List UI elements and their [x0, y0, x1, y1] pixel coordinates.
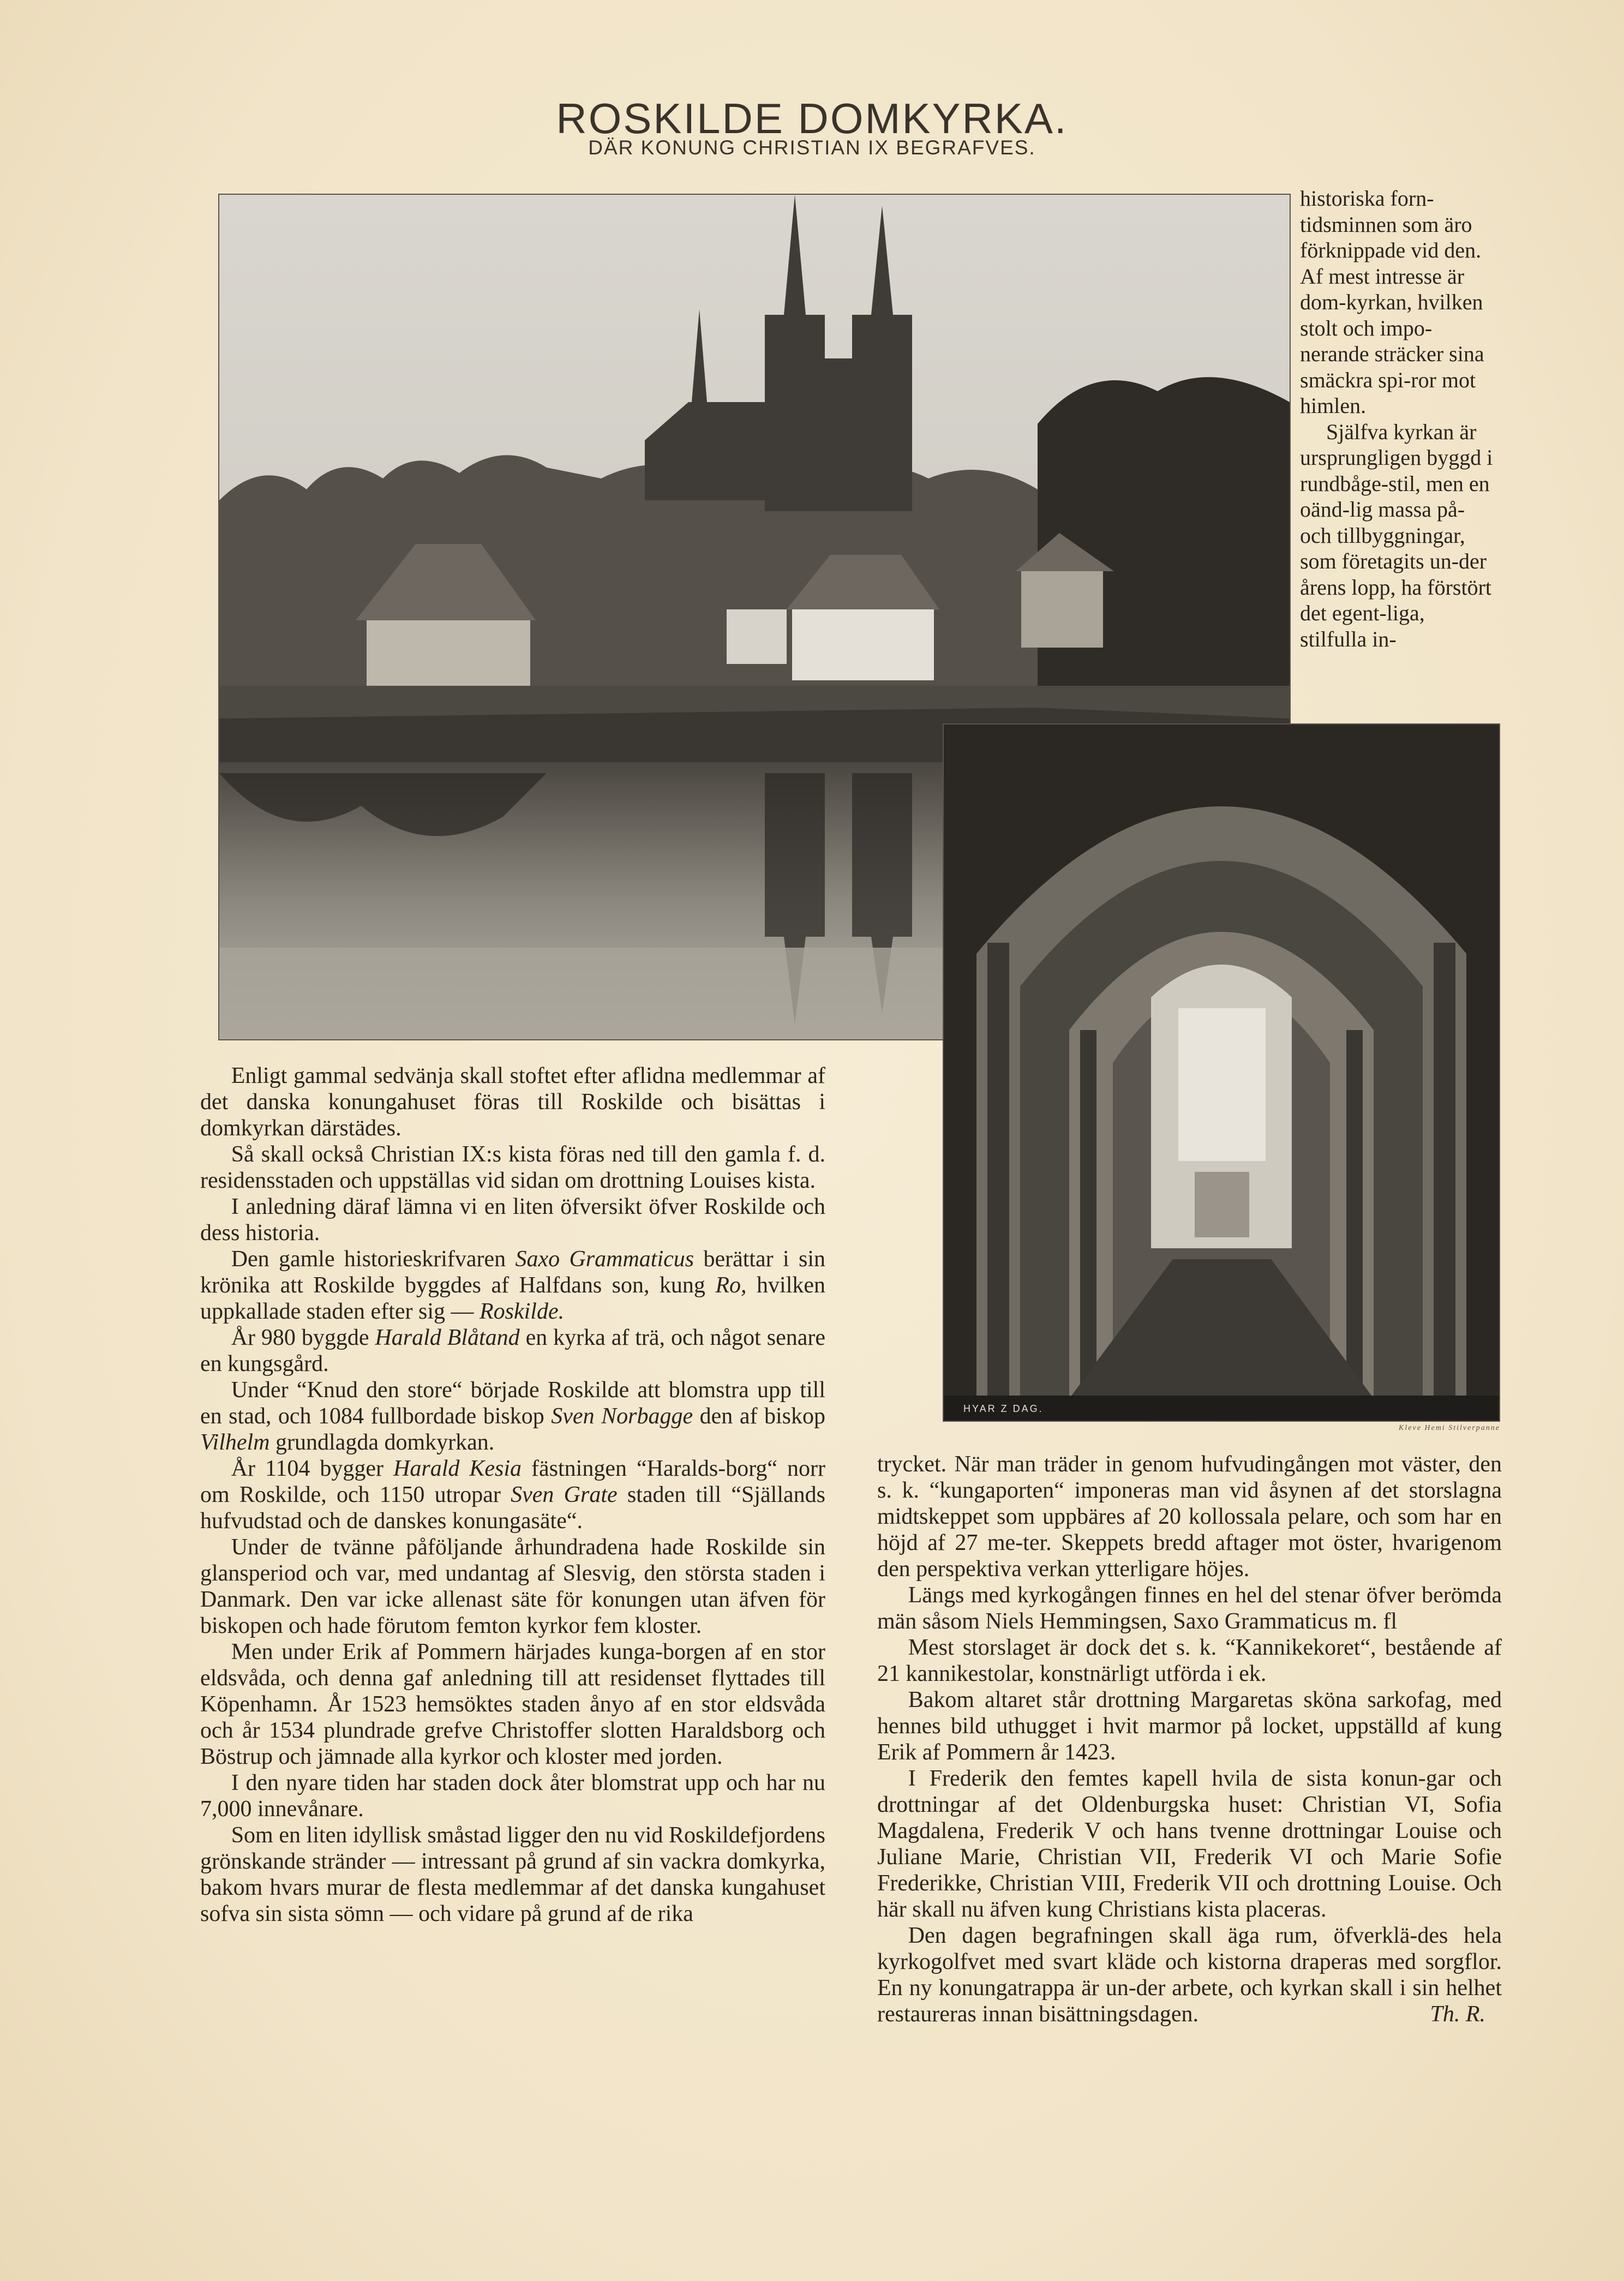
nave-interior-illustration: [944, 725, 1499, 1421]
sidebar-paragraph-2: Själfva kyrkan är ursprungligen byggd i rundbåge-stil, men en oänd-lig massa på- och tillbyggningar, som företagits un-der årens lopp, ha förstört det egent-liga, stilfulla in-: [1300, 419, 1493, 651]
text-run: berättar i sin krönika att Roskilde byggdes af Halfdans son, kung: [200, 1247, 825, 1298]
text-run: fästningen “Haralds-borg“ norr om Roskilde, och 1150 utropar: [200, 1456, 826, 1507]
person-name: Harald Kesia: [393, 1456, 522, 1481]
paragraph: Mest storslaget är dock det s. k. “Kannikekoret“, bestående af 21 kannikestolar, konstnärligt utförda i ek.: [877, 1635, 1502, 1686]
sidebar-paragraph-1: historiska forn-tidsminnen som äro förknippade vid den. Af mest intresse är dom-kyrkan, hvilken stolt och impo-nerande sträcker sina smäckra spi-ror mot himlen.: [1300, 186, 1484, 418]
paragraph-saxo: [200, 1246, 825, 1325]
text-run: en kyrka af trä, och något senare en kungsgård.: [200, 1325, 826, 1376]
paragraph-knud: [200, 1377, 825, 1456]
paragraph: Som en liten idyllisk småstad ligger den nu vid Roskildefjordens grönskande stränder — intressant på grund af sin vackra domkyrka, bakom hvars murar de flesta medlemmar af det danska kungahuset sofva sin sista sömn — och vidare på grund af de rika: [200, 1823, 825, 1926]
paragraph-kesia: [200, 1456, 825, 1534]
paragraph-final: [877, 1923, 1502, 2027]
person-name: Harald Blåtand: [375, 1325, 520, 1350]
page-title: ROSKILDE DOMKYRKA.: [556, 94, 1068, 142]
paragraph: Enligt gammal sedvänja skall stoftet efter aflidna medlemmar af det danska konungahuset föras till Roskilde och bisättas i domkyrkan därstädes.: [200, 1063, 825, 1141]
text-run: hvilken uppkallade staden efter sig —: [200, 1273, 826, 1324]
text-run: Den gamle historieskrifvaren: [231, 1247, 506, 1272]
author-signature: Th. R.: [1430, 2002, 1485, 2027]
paragraph: Så skall också Christian IX:s kista föras ned till den gamla f. d. residensstaden och uppställas vid sidan om drottning Louises kista.: [200, 1142, 825, 1193]
text-run: den af biskop: [699, 1404, 826, 1429]
paragraph-harald: [200, 1325, 825, 1377]
person-name: Sven Grate: [511, 1482, 618, 1507]
person-name: Saxo Grammaticus: [515, 1247, 694, 1272]
paragraph: Bakom altaret står drottning Margaretas sköna sarkofag, med hennes bild uthugget i hvit marmor på locket, uppställd af kung Erik af Pommern år 1423.: [877, 1687, 1502, 1765]
paragraph: Men under Erik af Pommern härjades kunga-borgen af en stor eldsvåda, och denna gaf anledning till att residenset flyttades till Köpenhamn. År 1523 hemsöktes staden ånyo af en stor eldsvåda och år 1534 plundrade grefve Christoffer slotten Haraldsborg och Böstrup och jämnade alla kyrkor och kloster med jorden.: [200, 1639, 825, 1769]
paragraph: Under de tvänne påföljande århundradena hade Roskilde sin glansperiod och var, med undantag af Slesvig, den största staden i Danmark. Den var icke allenast säte för konungen utan äfven för biskopen och hade förutom femton kyrkor fem kloster.: [200, 1535, 825, 1638]
place-name: Roskilde.: [480, 1299, 565, 1324]
left-text-column: [200, 1063, 825, 1927]
text-run: Under “Knud den store“ började Roskilde att blomstra upp till en stad, och 1084 fullbordade biskop: [200, 1378, 825, 1429]
text-run: grundlagda domkyrkan.: [275, 1430, 495, 1455]
paragraph: trycket. När man träder in genom hufvudingången mot väster, den s. k. “kungaporten“ imponeras man vid åsynen af det storslagna midtskeppet som uppbäres af 20 kollossala pelare, och som har en höjd af 27 me-ter. Skeppets bredd aftager mot öster, hvarigenom den perspektiva verkan ytterligare höjes.: [877, 1452, 1502, 1582]
cathedral-interior-photo: [943, 723, 1500, 1422]
photo-credit: Kleve Hemi Stilverpanne: [1399, 1424, 1500, 1432]
text-run: År 1104 bygger: [231, 1456, 384, 1481]
paragraph: Längs med kyrkogången finnes en hel del stenar öfver berömda män såsom Niels Hemmingsen, Saxo Grammaticus m. fl: [877, 1583, 1502, 1634]
person-name: Ro,: [715, 1273, 747, 1298]
page-subtitle: DÄR KONUNG CHRISTIAN IX BEGRAFVES.: [588, 136, 1036, 159]
text-run: Den dagen begrafningen skall äga rum, öfverklä-des hela kyrkogolfvet med svart kläde och kistorna draperas med sorgflor. En ny konungatrappa är un-der arbete, och kyrkan skall i sin helhet restaureras innan bisättningsdagen.: [877, 1923, 1502, 2027]
person-name: Vilhelm: [200, 1430, 270, 1455]
sidebar-text-column: [1300, 185, 1496, 652]
photo-label: HYAR Z DAG.: [963, 1403, 1044, 1414]
paragraph: I Frederik den femtes kapell hvila de sista konun-gar och drottningar af det Oldenburgska huset: Christian VI, Sofia Magdalena, Frederik V och hans tvenne drottningar Louise och Juliane Marie, Christian VII, Frederik VI och Marie Sofie Frederikke, Christian VIII, Frederik VII och drottning Louise. Och här skall nu äfven kung Christians kista placeras.: [877, 1766, 1502, 1922]
paragraph: I anledning däraf lämna vi en liten öfversikt öfver Roskilde och dess historia.: [200, 1194, 825, 1246]
text-run: staden till “Själlands hufvudstad och de danskes konungasäte“.: [200, 1482, 826, 1534]
paragraph: I den nyare tiden har staden dock åter blomstrat upp och har nu 7,000 innevånare.: [200, 1770, 825, 1822]
text-run: År 980 byggde: [231, 1325, 369, 1350]
right-text-column: [877, 1451, 1502, 2027]
person-name: Sven Norbagge: [551, 1404, 693, 1429]
